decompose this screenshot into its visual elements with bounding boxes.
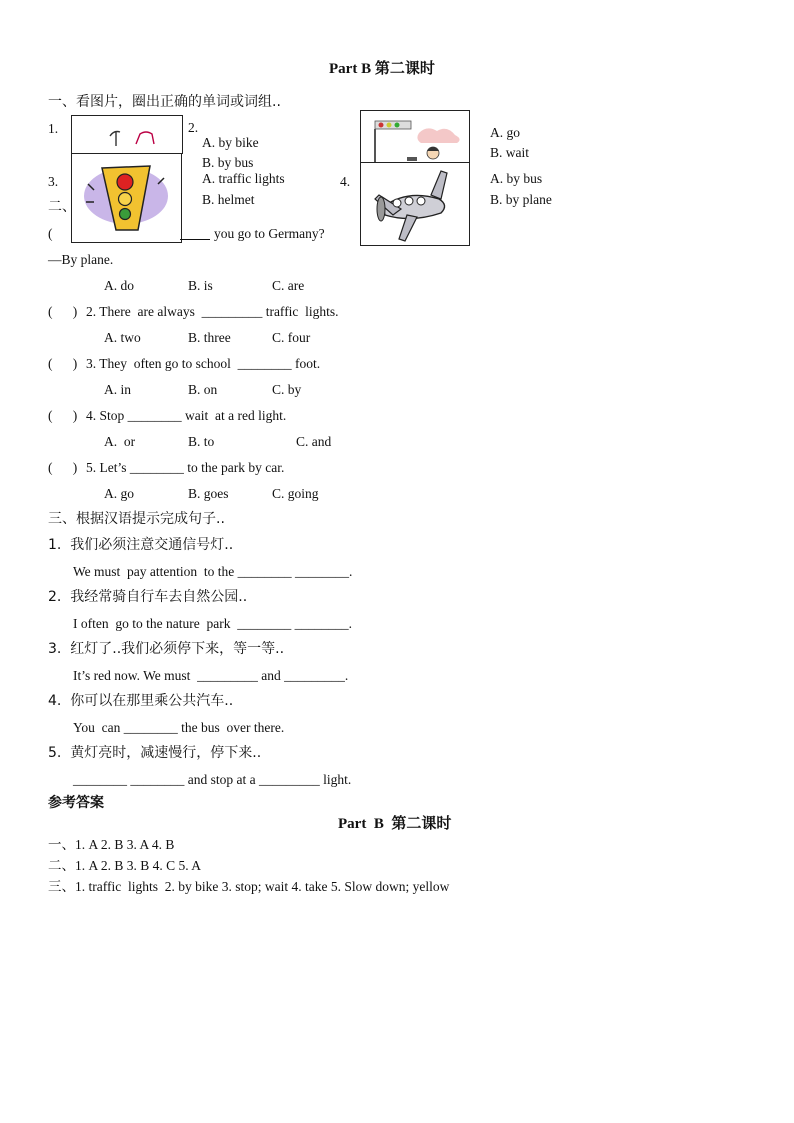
q5-option-a: A. go bbox=[104, 486, 134, 501]
q5-paren: ( ) bbox=[48, 460, 78, 475]
q3-stem: 3. They often go to school ________ foot. bbox=[86, 356, 321, 371]
q5-option-c: C. going bbox=[272, 486, 319, 501]
q2-option-c: C. four bbox=[272, 330, 311, 345]
q1-option-c: C. are bbox=[272, 278, 305, 293]
answer-line-1: 一、1. A 2. B 3. A 4. B bbox=[48, 837, 175, 852]
q1-stem: you go to Germany? bbox=[214, 226, 325, 241]
s3-item5-cn: 5. 黄灯亮时，减速慢行，停下来.. bbox=[48, 745, 262, 761]
q3-paren: ( ) bbox=[48, 356, 78, 371]
item2-option-b: B. wait bbox=[490, 145, 529, 160]
traffic-light-picture bbox=[71, 153, 182, 243]
airplane-icon bbox=[361, 163, 469, 245]
s3-item3-en: It’s red now. We must _________ and _________. bbox=[73, 668, 349, 683]
bike-icon bbox=[72, 116, 182, 154]
q1-paren: ( bbox=[48, 226, 53, 241]
q4-stem: 4. Stop ________ wait at a red light. bbox=[86, 408, 287, 423]
q1-option-b: B. is bbox=[188, 278, 213, 293]
answer-line-2: 二、1. A 2. B 3. B 4. C 5. A bbox=[48, 858, 202, 873]
page-title bbox=[329, 62, 435, 77]
item3-option-a: A. traffic lights bbox=[202, 171, 285, 186]
q2-paren: ( ) bbox=[48, 304, 78, 319]
answers-heading: 参考答案 bbox=[48, 795, 104, 811]
item3-number: 3. bbox=[48, 174, 59, 189]
q3-option-b: B. on bbox=[188, 382, 218, 397]
q1-option-a: A. do bbox=[104, 278, 134, 293]
answers-title: Part B 第二课时 bbox=[338, 816, 452, 832]
q1-answer-line: —By plane. bbox=[48, 252, 114, 267]
q4-paren: ( ) bbox=[48, 408, 78, 423]
s3-item4-cn: 4. 你可以在那里乘公共汽车.. bbox=[48, 693, 234, 709]
section2-heading: 二、 bbox=[48, 199, 76, 215]
s3-item1-en: We must pay attention to the ________ ________. bbox=[73, 564, 353, 579]
page-title-text: Part B 第二课时 bbox=[329, 61, 435, 77]
q3-option-a: A. in bbox=[104, 382, 131, 397]
s3-item2-en: I often go to the nature park ________ ________. bbox=[73, 616, 352, 631]
traffic-light-icon bbox=[72, 154, 181, 242]
q4-option-b: B. to bbox=[188, 434, 215, 449]
item2-number: 2. bbox=[188, 120, 199, 135]
section3-heading: 三、根据汉语提示完成句子.. bbox=[48, 511, 225, 527]
item1-number: 1. bbox=[48, 121, 59, 136]
q2-option-a: A. two bbox=[104, 330, 141, 345]
item3-option-b: B. helmet bbox=[202, 192, 255, 207]
item1-option-b: B. by bus bbox=[202, 155, 254, 170]
q1-blank-line bbox=[180, 239, 210, 240]
wait-picture bbox=[360, 110, 470, 164]
bike-picture bbox=[71, 115, 183, 154]
item4-option-a: A. by bus bbox=[490, 171, 543, 186]
s3-item1-cn: 1. 我们必须注意交通信号灯.. bbox=[48, 537, 234, 553]
q4-option-c: C. and bbox=[296, 434, 332, 449]
q3-option-c: C. by bbox=[272, 382, 302, 397]
s3-item5-en: ________ ________ and stop at a _________ light. bbox=[73, 772, 352, 787]
q2-stem: 2. There are always _________ traffic lights. bbox=[86, 304, 339, 319]
answer-line-3: 三、1. traffic lights 2. by bike 3. stop; wait 4. take 5. Slow down; yellow bbox=[48, 879, 450, 894]
q4-option-a: A. or bbox=[104, 434, 136, 449]
item4-option-b: B. by plane bbox=[490, 192, 552, 207]
item1-option-a: A. by bike bbox=[202, 135, 259, 150]
q2-option-b: B. three bbox=[188, 330, 231, 345]
plane-picture bbox=[360, 162, 470, 246]
street-scene-icon bbox=[361, 111, 469, 163]
s3-item3-cn: 3. 红灯了..我们必须停下来，等一等.. bbox=[48, 641, 285, 657]
q5-stem: 5. Let’s ________ to the park by car. bbox=[86, 460, 285, 475]
q5-option-b: B. goes bbox=[188, 486, 229, 501]
s3-item4-en: You can ________ the bus over there. bbox=[73, 720, 285, 735]
item2-option-a: A. go bbox=[490, 125, 520, 140]
s3-item2-cn: 2. 我经常骑自行车去自然公园.. bbox=[48, 589, 248, 605]
section1-heading: 一、看图片，圈出正确的单词或词组.. bbox=[48, 94, 281, 110]
item4-number: 4. bbox=[340, 174, 351, 189]
